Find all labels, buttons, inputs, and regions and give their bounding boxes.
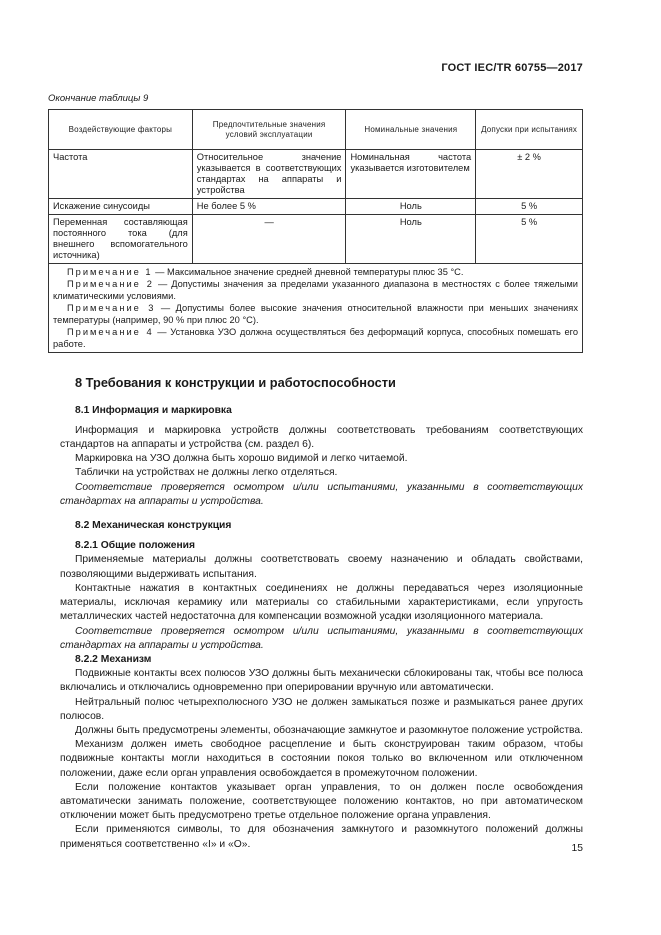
table-cell: Переменная составляющая постоянного тока (для внешнего вспомогательного источника) bbox=[49, 214, 193, 263]
paragraph: Информация и маркировка устройств должны соответствовать требованиям соответствующих стандартов на аппараты и устройства (см. раздел 6). bbox=[60, 424, 583, 451]
clause-heading: 8.2.1 Общие положения bbox=[75, 540, 195, 552]
paragraph: Нейтральный полюс четырехполюсного УЗО не должен замыкаться позже и размыкаться ранее других полюсов. bbox=[60, 696, 583, 722]
table-notes bbox=[49, 263, 583, 353]
table-cell: ± 2 % bbox=[476, 150, 583, 199]
note-text: — Максимальное значение средней дневной температуры плюс 35 °С. bbox=[152, 266, 464, 277]
compliance-paragraph: Соответствие проверяется осмотром и/или испытаниями, указанными в соответствующих стандартах на аппараты и устройства. bbox=[60, 625, 583, 651]
paragraph: Если положение контактов указывает орган управления, то он должен после освобождения автоматически занимать положение, соответствующее положению контактов, но при автоматическом отключении может быть предусмотрено третье отдельное положение органа управления. bbox=[60, 781, 583, 822]
table-cell: Не более 5 % bbox=[192, 198, 346, 214]
compliance-paragraph: Соответствие проверяется осмотром и/или испытаниями, указанными в соответствующих стандартах на аппараты и устройства. bbox=[60, 481, 583, 507]
note-label: Примечание 2 bbox=[67, 278, 154, 289]
table-note bbox=[53, 278, 578, 302]
table-notes-row bbox=[49, 263, 583, 353]
note-text: — Допустимы значения за пределами указанного диапазона в местностях с более тяжелыми климатическими условиями. bbox=[53, 278, 578, 301]
paragraph: Таблички на устройствах не должны легко отделяться. bbox=[75, 467, 338, 479]
table-note bbox=[53, 326, 578, 350]
paragraph: Контактные нажатия в контактных соединениях не должны передаваться через изоляционные материалы, исключая керамику или материалы со стабильными характеристиками, если упругость металлических частей недостаточна для компенсации возможной усадки изоляционного материала. bbox=[60, 582, 583, 623]
clause-heading: 8.2.2 Механизм bbox=[75, 653, 152, 665]
table-cell: Относительное значение указывается в соответствующих стандартах на аппараты и устройства bbox=[192, 150, 346, 199]
table-cell: 5 % bbox=[476, 198, 583, 214]
column-header: Номинальные значения bbox=[346, 110, 476, 150]
table-header-row bbox=[49, 110, 583, 150]
paragraph: Подвижные контакты всех полюсов УЗО должны быть механически сблокированы так, чтобы все полюса включались и отключались одновременно при оперировании вручную или автоматически. bbox=[60, 668, 583, 694]
table-9 bbox=[48, 109, 583, 353]
section-heading: 8 Требования к конструкции и работоспособности bbox=[75, 375, 396, 390]
page-number: 15 bbox=[571, 843, 583, 854]
table-cell: Ноль bbox=[346, 198, 476, 214]
paragraph: Если применяются символы, то для обозначения замкнутого и разомкнутого положений должны применяться соответственно «I» и «O». bbox=[60, 824, 583, 850]
paragraph: Применяемые материалы должны соответствовать своему назначению и обладать свойствами, позволяющими выдерживать испытания. bbox=[60, 554, 583, 580]
table-row bbox=[49, 198, 583, 214]
column-header: Воздействующие факторы bbox=[49, 110, 193, 150]
note-text: — Установка УЗО должна осуществляться без деформаций корпуса, способных помешать его работе. bbox=[53, 327, 578, 350]
subsection-heading: 8.1 Информация и маркировка bbox=[75, 404, 232, 416]
table-note bbox=[53, 302, 578, 326]
paragraph: Маркировка на УЗО должна быть хорошо видимой и легко читаемой. bbox=[75, 453, 408, 465]
subsection-heading: 8.2 Механическая конструкция bbox=[75, 520, 232, 532]
table-row bbox=[49, 150, 583, 199]
note-label: Примечание 1 bbox=[67, 266, 153, 277]
column-header: Предпочтительные значения условий эксплуатации bbox=[192, 110, 346, 150]
standard-designation: ГОСТ IEC/TR 60755—2017 bbox=[441, 62, 583, 74]
table-cell: Частота bbox=[49, 150, 193, 199]
table-cell: Ноль bbox=[346, 214, 476, 263]
note-label: Примечание 3 bbox=[67, 302, 156, 313]
paragraph: Должны быть предусмотрены элементы, обозначающие замкнутое и разомкнутое положение устройства. bbox=[75, 724, 583, 736]
note-text: — Допустимы более высокие значения относительной влажности при меньших значениях температуры (например, 90 % при плюс 20 °С). bbox=[53, 302, 578, 326]
column-header: Допуски при испытаниях bbox=[476, 110, 583, 150]
table-row bbox=[49, 214, 583, 263]
table-cell: Искажение синусоиды bbox=[49, 198, 193, 214]
note-label: Примечание 4 bbox=[67, 327, 154, 338]
table-note bbox=[53, 266, 578, 278]
table-cell: Номинальная частота указывается изготовителем bbox=[346, 150, 476, 199]
table-cell: — bbox=[192, 214, 346, 263]
section-8-body bbox=[60, 374, 583, 852]
table-caption: Окончание таблицы 9 bbox=[48, 93, 149, 104]
paragraph: Механизм должен иметь свободное расцепление и быть сконструирован таким образом, чтобы подвижные контакты могли находиться в состоянии покоя только во включенном или отключенном положении, даже если орган управления освобождается в промежуточном положении. bbox=[60, 739, 583, 779]
table-cell: 5 % bbox=[476, 214, 583, 263]
